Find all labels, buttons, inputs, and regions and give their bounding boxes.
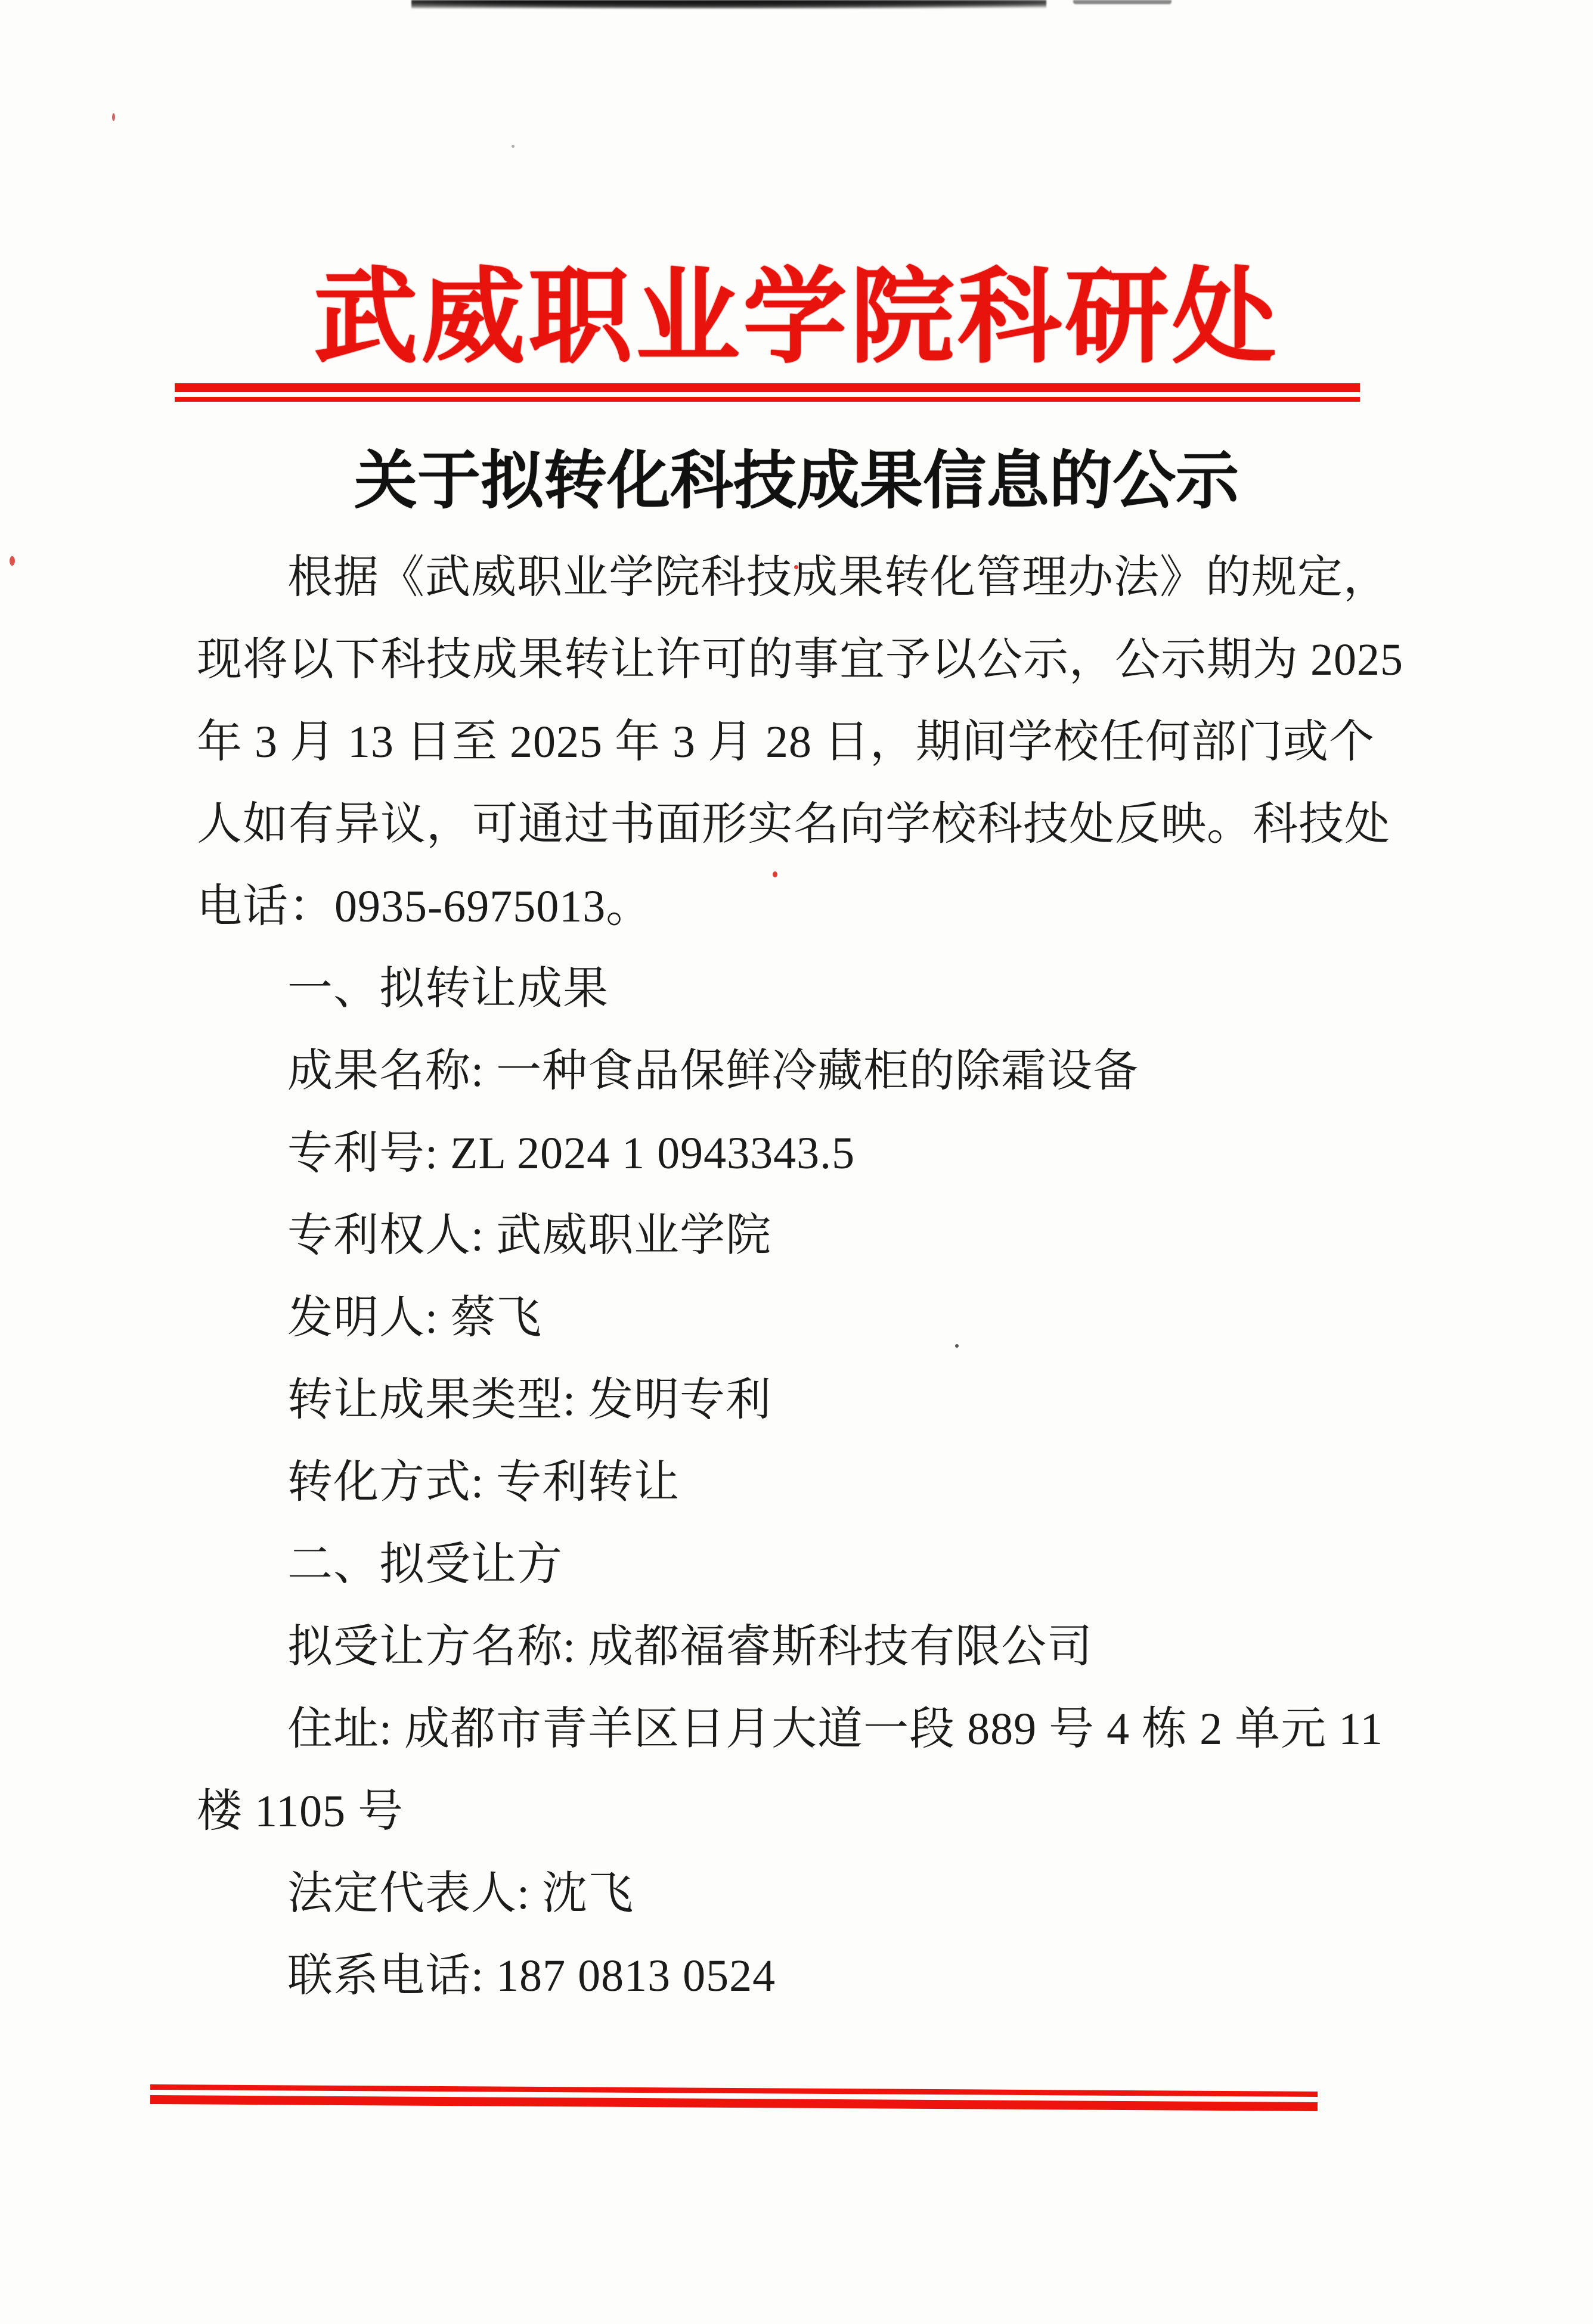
scan-speck-red-left-edge: [10, 556, 15, 566]
notice-body: [197, 536, 1414, 2017]
item-contact-phone: 联系电话: 187 0813 0524: [287, 1951, 776, 2001]
scan-speck-gray-2: [512, 145, 515, 148]
item-transferee-name: 拟受让方名称: 成都福睿斯科技有限公司: [287, 1622, 1093, 1672]
paragraph-line-office-phone: 电话：0935-6975013。: [197, 882, 652, 932]
item-legal-representative: 法定代表人: 沈飞: [287, 1869, 634, 1919]
paragraph-line-3: 年 3 月 13 日至 2025 年 3 月 28 日，期间学校任何部门或个: [197, 717, 1375, 767]
footer-double-rule: [150, 2084, 1318, 2111]
item-patent-number: 专利号: ZL 2024 1 0943343.5: [287, 1128, 856, 1178]
section-1-heading: 一、拟转让成果: [287, 964, 609, 1014]
letterhead-double-rule: [175, 383, 1360, 402]
paragraph-line-2: 现将以下科技成果转让许可的事宜予以公示，公示期为 2025: [197, 635, 1403, 685]
item-conversion-method: 转化方式: 专利转让: [287, 1457, 680, 1507]
scan-smudge-top-secondary: [1073, 0, 1171, 4]
paragraph-line-1: 根据《武威职业学院科技成果转化管理办法》的规定，: [287, 553, 1389, 603]
letterhead-department-title: 武威职业学院科研处: [313, 260, 1279, 376]
item-address-line-1: 住址: 成都市青羊区日月大道一段 889 号 4 栋 2 单元 11: [287, 1704, 1384, 1754]
item-inventor: 发明人: 蔡飞: [287, 1293, 543, 1343]
item-achievement-name: 成果名称: 一种食品保鲜冷藏柜的除霜设备: [287, 1046, 1139, 1096]
item-patentee: 专利权人: 武威职业学院: [287, 1211, 772, 1261]
scan-speck-red-top: [112, 113, 115, 121]
item-address-line-2: 楼 1105 号: [197, 1786, 404, 1836]
scan-smudge-top: [411, 0, 1046, 9]
section-2-heading: 二、拟受让方: [287, 1540, 563, 1590]
notice-title: 关于拟转化科技成果信息的公示: [354, 446, 1239, 516]
item-transfer-result-type: 转让成果类型: 发明专利: [287, 1375, 772, 1425]
paragraph-line-4: 人如有异议，可通过书面形实名向学校科技处反映。科技处: [197, 799, 1390, 849]
